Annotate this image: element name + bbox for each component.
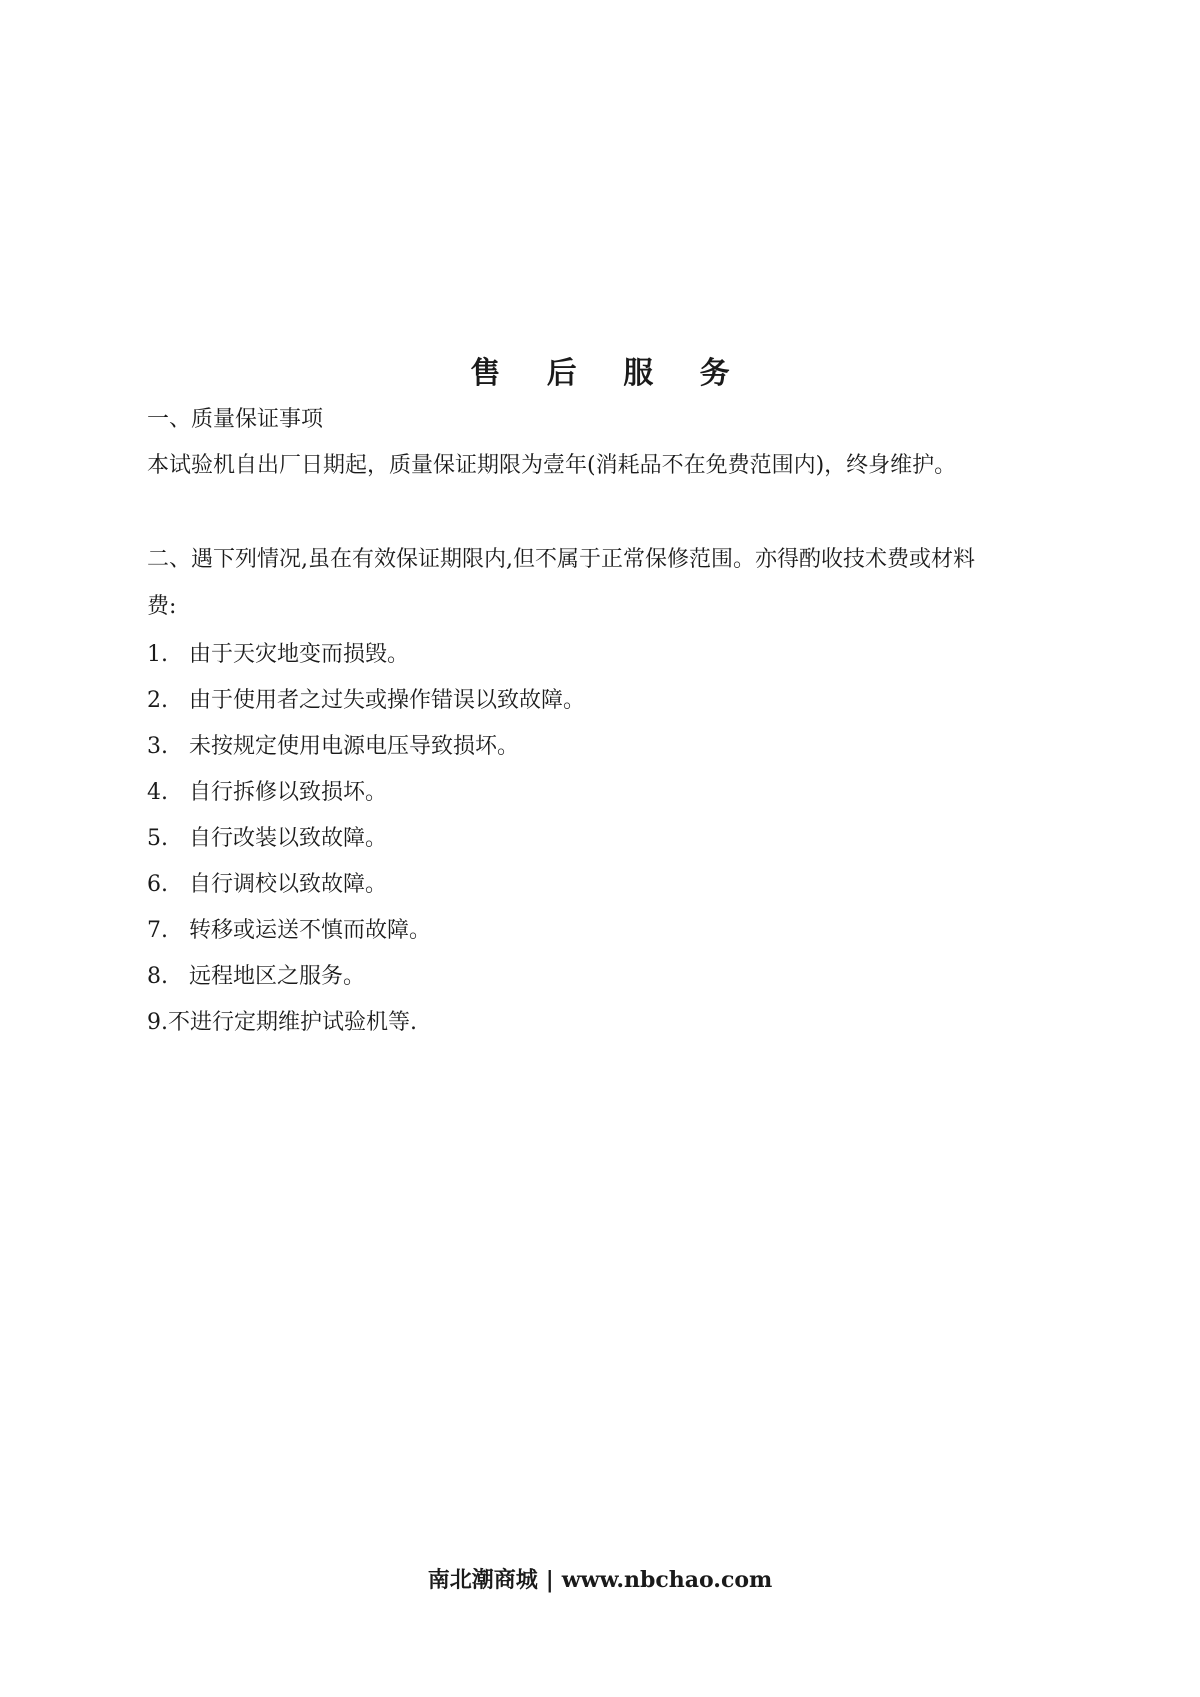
footer-separator: | <box>545 1567 554 1593</box>
list-item-number: 8. <box>147 964 168 989</box>
footer-url[interactable]: www.nbchao.com <box>561 1567 773 1593</box>
list-item <box>147 870 387 900</box>
list-item <box>147 732 519 762</box>
list-item-text: 自行拆修以致损坏。 <box>189 780 388 805</box>
list-item <box>147 778 387 808</box>
list-item-text: 由于天灾地变而损毁。 <box>189 642 410 667</box>
list-item <box>147 962 365 992</box>
list-item-number: 2. <box>147 688 168 713</box>
list-item-number: 7. <box>147 918 168 943</box>
page-title: 售 后 服 务 <box>470 356 748 391</box>
section2-heading-continued: 费: <box>147 594 177 619</box>
footer <box>0 1563 1200 1594</box>
list-item <box>147 824 387 854</box>
list-item <box>147 640 409 670</box>
list-item-text: 由于使用者之过失或操作错误以致故障。 <box>189 688 586 713</box>
list-item-number: 6. <box>147 872 168 897</box>
section2-heading: 二、遇下列情况,虽在有效保证期限内,但不属于正常保修范围。亦得酌收技术费或材料 <box>147 547 975 572</box>
section1-heading: 一、质量保证事项 <box>147 407 324 432</box>
section1-text: 本试验机自出厂日期起，质量保证期限为壹年(消耗品不在免费范围内)，终身维护。 <box>147 453 957 478</box>
footer-brand: 南北潮商城 <box>427 1567 538 1593</box>
list-item-number: 5. <box>147 826 168 851</box>
list-item-text: 远程地区之服务。 <box>189 964 366 989</box>
list-item <box>147 916 431 946</box>
list-item <box>147 686 585 716</box>
list-item-last: 9.不进行定期维护试验机等. <box>147 1010 417 1035</box>
list-item-text: 未按规定使用电源电压导致损坏。 <box>189 734 520 759</box>
list-item-number: 3. <box>147 734 168 759</box>
list-item-number: 4. <box>147 780 168 805</box>
list-item-text: 自行调校以致故障。 <box>189 872 388 897</box>
list-item-text: 转移或运送不慎而故障。 <box>189 918 432 943</box>
list-item-number: 1. <box>147 642 168 667</box>
list-item-text: 自行改装以致故障。 <box>189 826 388 851</box>
